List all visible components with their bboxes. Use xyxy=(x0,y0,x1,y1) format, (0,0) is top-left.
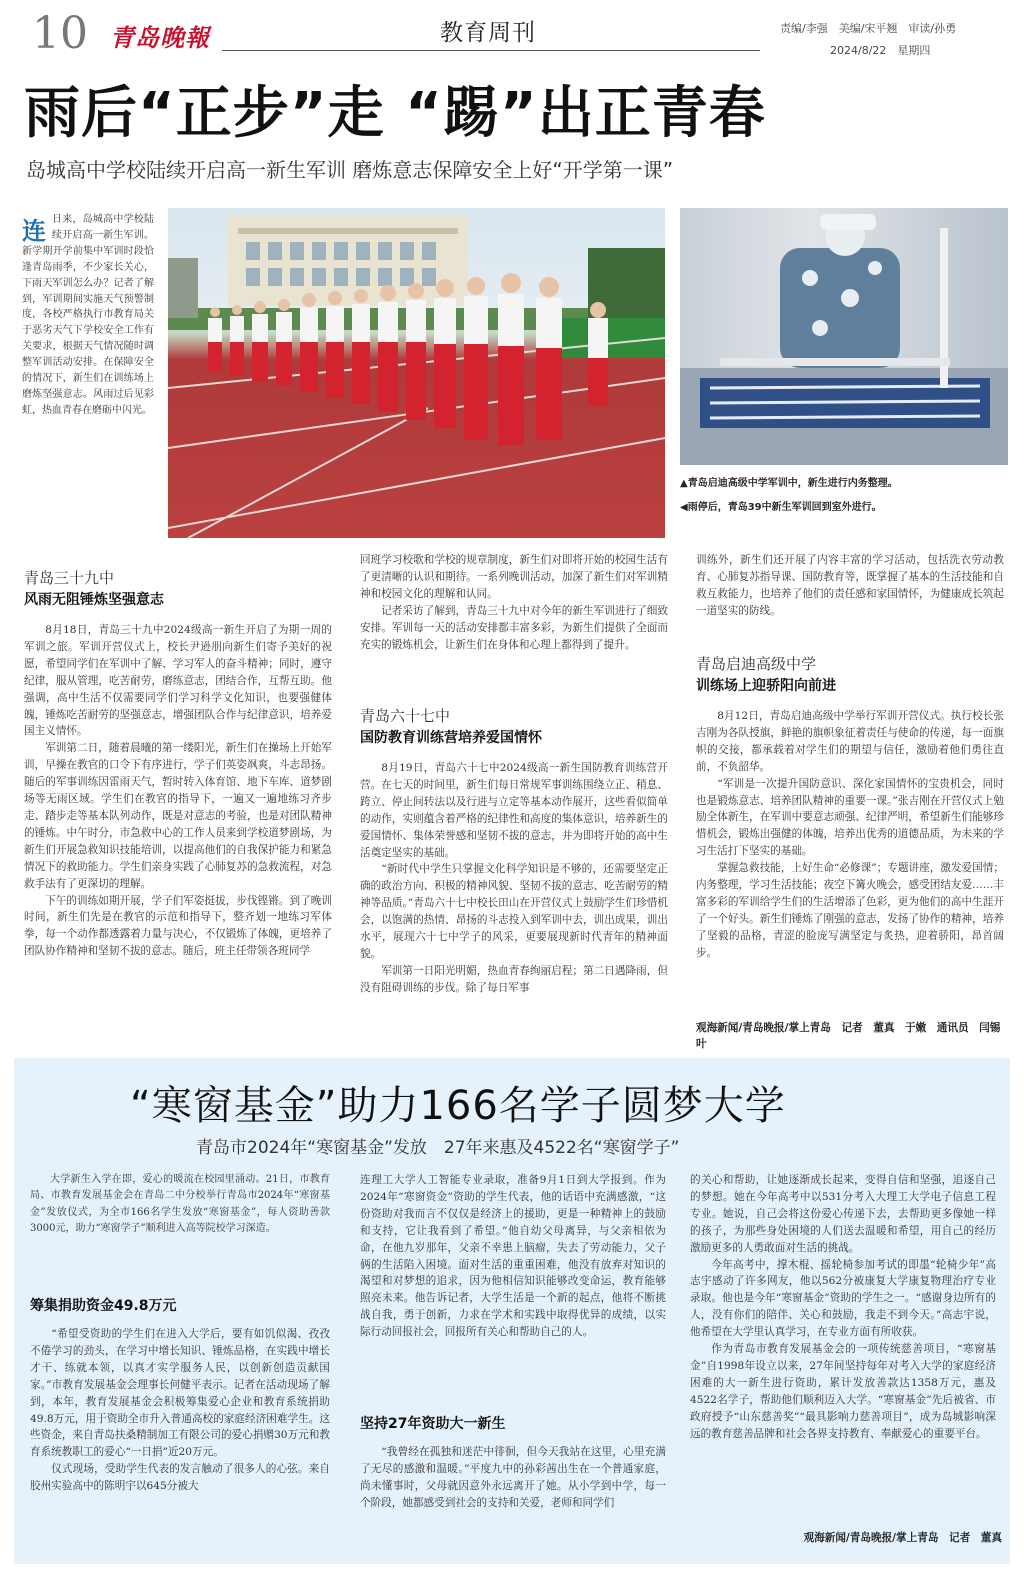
photo-caption-1: ▲青岛启迪高级中学军训中，新生进行内务整理。 xyxy=(680,478,898,489)
article2-section-title-1: 筹集捐助资金49.8万元 xyxy=(30,1298,177,1314)
article2-column-2-top: 连理工大学人工智能专业录取，准备9月1日到大学报到。作为2024年“寒窗资金”资助的学生代表，他的话语中充满感激，“这份资助对我而言不仅仅是经济上的援助，更是一种精神上的鼓励和支持，它让我看到了希望。”他自幼父母离异，与父亲相依为命，在他九岁那年，父亲不幸患上脑瘤，失去了劳动能力，父子俩的生活陷入困境。面对生活的重重困难，他没有放弃对知识的渴望和对梦想的追求，因为他相信知识能够改变命运，教育能够照亮未来。他告诉记者，大学生活是一个新的起点，他将不断挑战自我，勇于创新，力求在学术和实践中取得优异的成绩，以实际行动回报社会，回报所有关心和帮助自己的人。 xyxy=(360,1174,666,1339)
column-1-body: 8月18日，青岛三十九中2024级高一新生开启了为期一周的军训之旅。军训开营仪式上，校长尹逊朋向新生们寄予美好的祝愿，希望同学们在军训中了解、学习军人的奋斗精神；同时，遵守纪律，服从管理，吃苦耐劳，磨练意志，团结合作，互帮互助。他强调，高中生活不仅需要同学们学习科学文化知识，也要强健体魄，锤炼吃苦耐劳的坚强意志，增强团队合作与纪律意识，培养爱国主义情怀。 军训第二日，随着晨曦的第一缕阳光，新生们在操场上开始军训，早操在教官的口令下有序进行，学子们英姿飒爽，斗志昂扬。随后的军事训练因雷雨天气，暂时转入体育馆、地下车库、道梦剧场等无雨区域。学生们在教官的指导下，一遍又一遍地练习齐步走、踏步走等基本队列动作，既是对意志的考验，也是对团队精神的锤炼。中午时分，市急救中心的工作人员来到学校道梦剧场，为新生们开展急救知识技能培训，以提高他们的自我保护能力和紧急情况下的救助能力。学生们亲身实践了心肺复苏的急救流程，对急救手法有了更深切的理解。 下午的训练如期开展，学子们军姿挺拔，步伐铿锵。到了晚训时间，新生们先是在教官的示范和指导下，整齐划一地练习军体拳，每一个动作都透露着力量与决心，不仅锻炼了体魄，更培养了团队协作精神和坚韧不拔的意志。随后，班主任带领各班同学 xyxy=(24,624,332,958)
article2-credit: 观海新闻/青岛晚报/掌上青岛 记者 董真 xyxy=(803,1532,1002,1544)
marching-photo xyxy=(168,208,665,538)
headline: 雨后“正步”走 “踢”出正青春 xyxy=(24,81,766,146)
section-title-67: 国防教育训练营培养爱国情怀 xyxy=(360,730,542,746)
section-title-qidi: 训练场上迎骄阳向前进 xyxy=(696,678,836,694)
article2-column-1-body: “希望受资助的学生们在进入大学后，要有如饥似渴、孜孜不倦学习的劲头，在学习中增长知识、锤炼品格，在实践中增长才干、练就本领，以真才实学服务人民，以创新创造贡献国家。”市教育发展基金会理事长何健平表示。记者在活动现场了解到，本年，教育发展基金会积极筹集爱心企业和教育系统捐助49.8万元，用于资助全市升入普通高校的家庭经济困难学生。这些资金，来自青岛扶桑精制加工有限公司的爱心捐赠30万元和教育系统教职工的爱心“一日捐”近20万元。 仪式现场，受助学生代表的发言触动了很多人的心弦。来自胶州实验高中的陈明宇以645分被大 xyxy=(30,1328,330,1493)
masthead-logo: 青岛晚報 xyxy=(110,23,210,52)
lead-text: 日来，岛城高中学校陆续开启高一新生军训。新学期开学前集中军训时段恰逢青岛雨季，不少家长关心，下雨天军训怎么办？记者了解到，军训期间实施天气预警制度，各校严格执行市教育局关于恶劣天气下学校安全工作有关要求，根据天气情况随时调整军训活动安排。在保障安全的情况下，新生们在训练场上磨炼坚强意志。风雨过后见彩虹，热血青春在磨砺中闪光。 xyxy=(22,214,154,416)
subheadline: 岛城高中学校陆续开启高一新生军训 磨炼意志保障安全上好“开学第一课” xyxy=(26,158,674,182)
column-2-body: 8月19日，青岛六十七中2024级高一新生国防教育训练营开营。在七天的时间里，新生们每日常规军事训练围绕立正、稍息、跨立、停止间转法以及行进与立定等基本动作展开，这些看似简单的动作，实则蕴含着严格的纪律性和高度的集体意识，培养新生的爱国情怀、集体荣誉感和坚韧不拔的意志，并为即将开始的高中生活奠定坚实的基础。 “新时代中学生只掌握文化科学知识是不够的，还需要坚定正确的政治方向、积极的精神风貌、坚韧不拔的意志、吃苦耐劳的精神等品质。”青岛六十七中校长田山在开营仪式上鼓励学生们珍惜机会，以饱满的热情、昂扬的斗志投入到军训中去，训出成果，训出水平，展现六十七中学子的风采，更要展现新时代青年的精神面貌。 军训第一日阳光明媚，热血青春绚丽启程；第二日遇降雨，但没有阻碍训练的步伐。除了每日军事 xyxy=(360,762,668,994)
page-number: 10 xyxy=(32,8,88,59)
dormitory-photo xyxy=(680,208,1008,465)
article2-lead: 大学新生入学在即，爱心的暖流在校园里涌动。21日，市教育局、市教育发展基金会在青岛二中分校举行青岛市2024年“寒窗基金”发放仪式，为全市166名学生发放“寒窗基金”，每人资助善款3000元，助力“寒窗学子”顺利进入高等院校学习深造。 xyxy=(30,1174,330,1235)
section-title: 教育周刊 xyxy=(440,20,536,46)
editors-line: 责编/李强 美编/宋平翘 审读/孙勇 xyxy=(780,22,957,35)
header-rule xyxy=(222,50,760,51)
article2-section-title-2: 坚持27年资助大一新生 xyxy=(360,1416,506,1432)
headline-2: “寒窗基金”助力166名学子圆梦大学 xyxy=(130,1083,786,1129)
section-school-qidi: 青岛启迪高级中学 xyxy=(696,655,817,673)
column-3-body: 8月12日，青岛启迪高级中学举行军训开营仪式。执行校长张吉刚为各队授旗，鲜艳的旗帜象征着责任与使命的传递，每一面旗帜的交接，都承载着对学生们的期望与信任，激励着他们勇往直前，不负韶华。 “军训是一次提升国防意识、深化家国情怀的宝贵机会，同时也是锻炼意志、培养团队精神的重要一课。”张吉刚在开营仪式上勉励全体新生，在军训中要意志顽强、纪律严明，希望新生们能够珍惜机会，锻炼出强健的体魄，培养出优秀的道德品质，为未来的学习生活打下坚实的基础。 掌握急救技能，上好生命“必修课”；专题讲座，激发爱国情；内务整理，学习生活技能；夜空下篝火晚会，感受团结友爱……丰富多彩的军训给学生们的生活增添了色彩，更为他们的高中生涯开了一个好头。新生们锤炼了刚强的意志，发扬了协作的精神，培养了坚毅的品格，青涩的脸庞写满坚定与炙热，迎着骄阳，昂首阔步。 xyxy=(696,710,1004,959)
subheadline-2: 青岛市2024年“寒窗基金”发放 27年来惠及4522名“寒窗学子” xyxy=(196,1138,680,1158)
photo-caption-2: ◀雨停后，青岛39中新生军训回到室外进行。 xyxy=(680,502,882,513)
section-title-39: 风雨无阻锤炼坚强意志 xyxy=(24,592,164,608)
column-2-top: 回班学习校歌和学校的规章制度，新生们对即将开始的校园生活有了更清晰的认识和期待。一系列晚训活动，加深了新生们对军训精神和校园文化的理解和认同。 记者采访了解到，青岛三十九中对今年的新生军训进行了细致安排。军训每一天的活动安排都丰富多彩，为新生们提供了全面而充实的锻炼机会，让新生们在身体和心理上都得到了提升。 xyxy=(360,554,668,651)
article1-credit: 观海新闻/青岛晚报/掌上青岛 记者 董真 于嫩 通讯员 闫锡叶 xyxy=(696,1022,1001,1050)
section-school-39: 青岛三十九中 xyxy=(24,569,115,587)
article2-column-3-body: 的关心和帮助，让她逐渐成长起来，变得自信和坚强，追逐自己的梦想。她在今年高考中以531分考入大理工大学电子信息工程专业。她说，自己会将这份爱心传递下去，去帮助更多像她一样的孩子，为那些身处困境的人们送去温暖和希望，用自己的经历激励更多的人勇敢面对生活的挑战。 今年高考中，撑木棍、摇轮椅参加考试的即墨“轮椅少年”高志宇感动了许多网友，他以562分被康复大学康复物理治疗专业录取。他也是今年“寒窗基金”资助的学生之一。“感谢身边所有的人，没有你们的陪伴、关心和鼓励，我走不到今天。”高志宇说，他希望在大学里认真学习，在专业方面有所收获。 作为青岛市教育发展基金会的一项传统慈善项目，“寒窗基金”自1998年设立以来，27年间坚持每年对考入大学的家庭经济困难的大一新生进行资助，累计发放善款达1358万元，惠及4522名学子，帮助他们顺利迈入大学。“寒窗基金”先后被省、市政府授予“山东慈善奖”“最具影响力慈善项目”，成为岛城影响深远的教育慈善品牌和社会各界支持教育、奉献爱心的重要平台。 xyxy=(690,1174,996,1440)
lead-drop-cap: 连 xyxy=(22,217,46,245)
article2-column-2-body: “我曾经在孤独和迷茫中徘徊，但今天我站在这里，心里充满了无尽的感激和温暖。”平度九中的孙彩茜出生在一个普通家庭，尚未懂事时，父母就因意外永远离开了她。从小学到中学，每一个阶段，她都感受到社会的支持和关爱，老师和同学们 xyxy=(360,1446,666,1509)
section-school-67: 青岛六十七中 xyxy=(360,707,451,725)
date-line: 2024/8/22 星期四 xyxy=(830,44,931,57)
column-3-top: 训练外，新生们还开展了内容丰富的学习活动，包括洗衣劳动教育、心肺复苏指导课、国防教育等，既掌握了基本的生活技能和自救互救能力，也培养了他们的责任感和家国情怀，为健康成长筑起一道坚实的防线。 xyxy=(696,554,1004,617)
